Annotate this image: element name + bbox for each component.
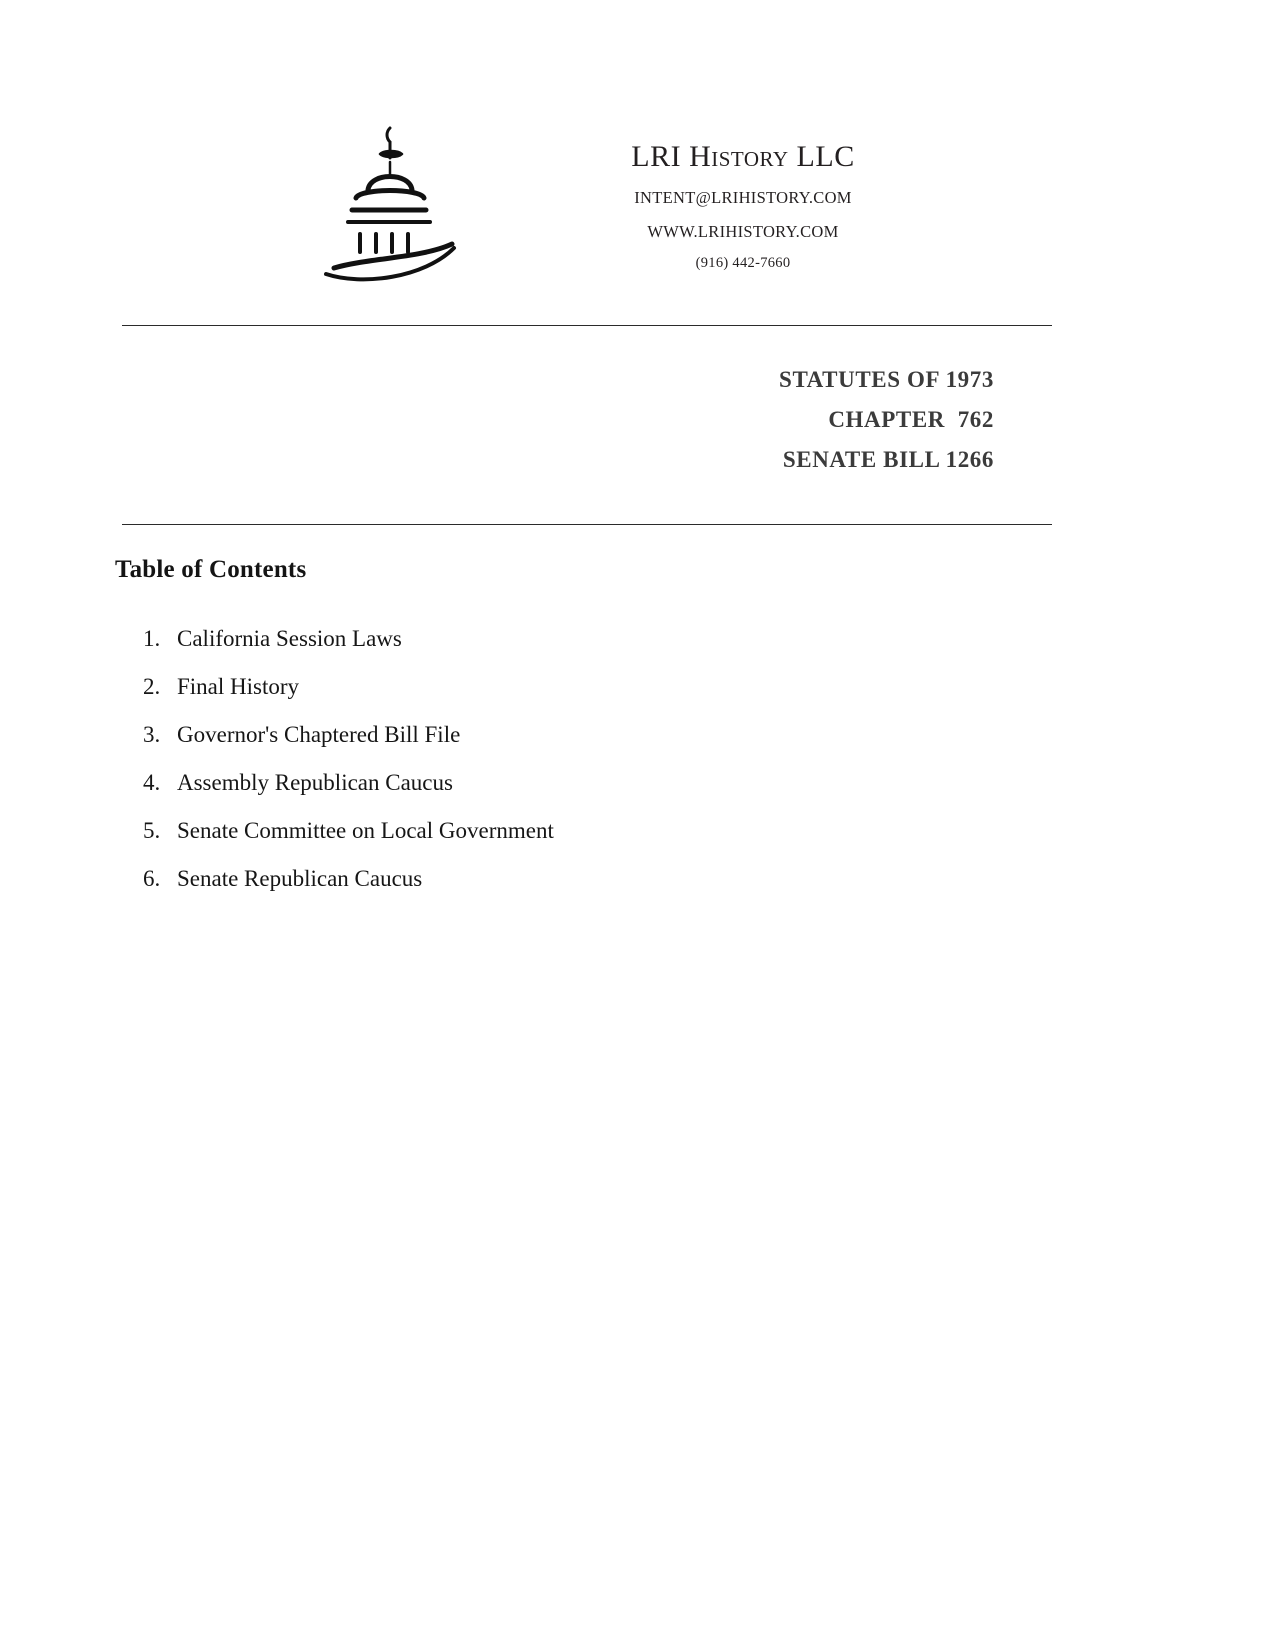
list-item-number: 5. — [143, 818, 161, 843]
header-divider-top — [122, 325, 1052, 326]
list-item-number: 3. — [143, 722, 161, 747]
company-email: INTENT@LRIHISTORY.COM — [634, 188, 852, 207]
list-item — [115, 855, 975, 903]
list-item — [115, 615, 975, 663]
list-item-label: Assembly Republican Caucus — [177, 770, 453, 795]
bill-number: SENATE BILL 1266 — [782, 447, 994, 472]
page-title: Table of Contents — [115, 556, 307, 583]
statutes-year: STATUTES OF 1973 — [779, 367, 994, 392]
letterhead — [122, 112, 1154, 288]
list-item-number: 6. — [143, 866, 161, 891]
list-item — [115, 759, 975, 807]
list-item-number: 1. — [143, 626, 161, 651]
list-item-label: Senate Committee on Local Government — [177, 818, 554, 843]
list-item-label: California Session Laws — [177, 626, 402, 651]
company-phone: (916) 442-7660 — [695, 255, 791, 271]
list-item-label: Senate Republican Caucus — [177, 866, 423, 891]
list-item — [115, 807, 975, 855]
list-item — [115, 711, 975, 759]
chapter-number: CHAPTER 762 — [828, 407, 994, 432]
company-name: LRI History LLC — [631, 140, 855, 173]
table-of-contents-list — [115, 615, 975, 903]
list-item-label: Governor's Chaptered Bill File — [177, 722, 461, 747]
company-info — [482, 112, 1154, 272]
document-title-block — [122, 360, 994, 480]
header-divider-bottom — [122, 524, 1052, 525]
list-item-number: 4. — [143, 770, 161, 795]
list-item-label: Final History — [177, 674, 300, 699]
capitol-dome-icon — [292, 112, 482, 288]
list-item-number: 2. — [143, 674, 161, 699]
company-website: WWW.LRIHISTORY.COM — [647, 222, 839, 241]
list-item — [115, 663, 975, 711]
